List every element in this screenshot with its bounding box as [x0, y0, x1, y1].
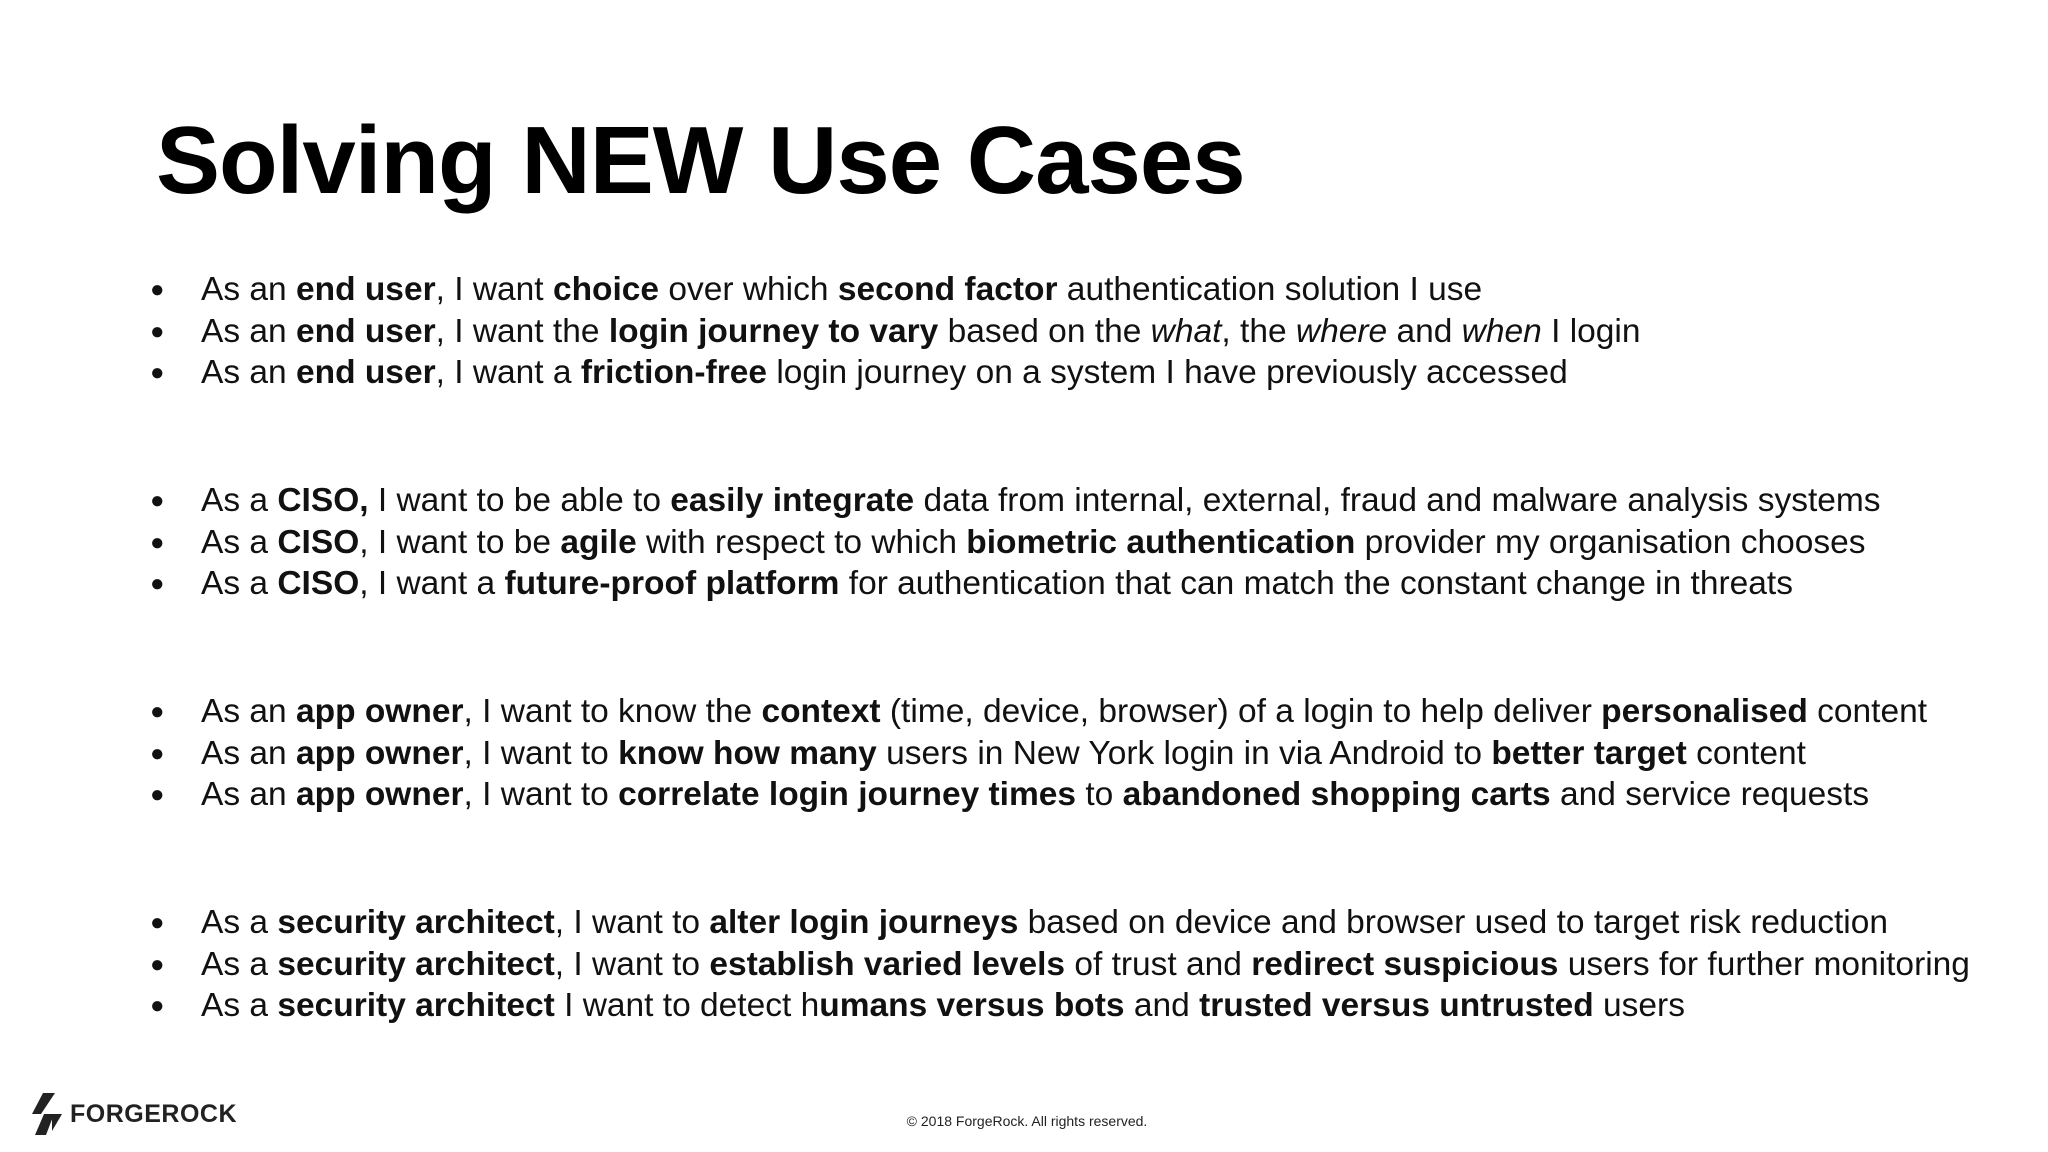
bullet-icon: ●	[150, 570, 165, 597]
emphasis-text: CISO	[277, 523, 360, 561]
logo-wordmark: FORGEROCK	[70, 1099, 237, 1128]
body-text: users for further monitoring	[1558, 945, 1970, 983]
body-text: , I want to know the	[463, 693, 762, 730]
list-item-text	[201, 354, 1568, 391]
italic-text: where	[1295, 312, 1388, 350]
bullet-icon: ●	[150, 698, 165, 725]
body-text: As an	[201, 312, 296, 350]
bullet-icon: ●	[150, 909, 165, 936]
body-text: As an	[201, 776, 296, 813]
list-item-text	[201, 987, 1685, 1024]
emphasis-text: personalised	[1601, 693, 1808, 730]
emphasis-text: security architect	[277, 945, 555, 983]
body-text: based on the	[938, 312, 1151, 350]
list-item-text	[201, 524, 1866, 561]
list-item	[143, 563, 2023, 605]
emphasis-text: security architect	[277, 904, 555, 941]
copyright-notice: © 2018 ForgeRock. All rights reserved.	[906, 1113, 1148, 1129]
body-text: As an	[201, 693, 296, 730]
body-text: , I want to	[463, 776, 619, 813]
list-item	[143, 352, 2023, 394]
bullet-icon: ●	[150, 739, 165, 767]
emphasis-text: CISO	[277, 565, 360, 602]
emphasis-text: correlate login journey times	[618, 776, 1077, 813]
body-text: of trust and	[1065, 945, 1252, 983]
list-item	[143, 902, 2023, 944]
emphasis-text: end user	[295, 312, 436, 350]
list-item-text	[201, 904, 1888, 941]
body-text: users in New York login in via Android to	[876, 734, 1492, 772]
emphasis-text: end user	[295, 271, 436, 308]
emphasis-text: establish varied levels	[709, 945, 1066, 983]
body-text: , I want to	[463, 734, 619, 772]
emphasis-text: app owner	[295, 693, 464, 730]
emphasis-text: friction-free	[580, 354, 768, 391]
body-text: and service requests	[1550, 776, 1870, 813]
bullet-icon: ●	[150, 781, 165, 808]
body-text: , I want to	[554, 945, 710, 983]
body-text: As a	[201, 523, 278, 561]
body-text: As an	[201, 271, 296, 308]
body-text: content	[1686, 734, 1806, 772]
body-text: As a	[201, 482, 278, 519]
emphasis-text: redirect suspicious	[1251, 945, 1559, 983]
list-item-text	[201, 776, 1869, 813]
body-text: I want to be able to	[368, 482, 671, 519]
emphasis-text: app owner	[295, 734, 464, 772]
list-item	[143, 733, 2023, 775]
emphasis-text: umans versus bots	[819, 987, 1125, 1024]
body-text: As an	[201, 354, 296, 391]
italic-text: when	[1461, 312, 1542, 350]
body-text: As an	[201, 734, 296, 772]
list-item	[143, 774, 2023, 816]
list-item	[143, 944, 2023, 986]
body-text: I login	[1541, 312, 1641, 350]
emphasis-text: CISO,	[277, 482, 369, 519]
bullet-icon: ●	[150, 528, 165, 556]
italic-text: what	[1150, 312, 1222, 350]
body-text: , the	[1221, 312, 1296, 350]
emphasis-text: choice	[552, 271, 660, 308]
list-item	[143, 480, 2023, 522]
body-text: content	[1807, 693, 1928, 730]
body-text: over which	[659, 271, 838, 308]
emphasis-text: future-proof platform	[504, 565, 840, 602]
page-title: Solving NEW Use Cases	[156, 107, 1245, 214]
body-text: authentication solution I use	[1057, 271, 1483, 308]
bullet-icon: ●	[150, 276, 165, 303]
body-text: I want to detect h	[554, 987, 820, 1024]
emphasis-text: end user	[295, 354, 436, 391]
list-item-text	[201, 946, 1970, 983]
body-text: , I want a	[359, 565, 505, 602]
body-text: As a	[201, 904, 278, 941]
body-text: data from internal, external, fraud and malware analysis systems	[914, 482, 1881, 519]
emphasis-text: easily integrate	[670, 482, 915, 519]
bullet-icon: ●	[150, 317, 165, 345]
body-text: (time, device, browser) of a login to help deliver	[880, 693, 1602, 730]
body-text: with respect to which	[636, 523, 967, 561]
body-text: , I want the	[435, 312, 609, 350]
body-text: , I want	[435, 271, 553, 308]
body-text: and	[1387, 312, 1462, 350]
emphasis-text: agile	[560, 523, 637, 561]
list-item-text	[201, 482, 1881, 519]
bullet-icon: ●	[150, 950, 165, 978]
list-item-text	[201, 565, 1793, 602]
emphasis-text: login journey to vary	[608, 312, 939, 350]
body-text: As a	[201, 987, 278, 1024]
emphasis-text: trusted versus untrusted	[1199, 987, 1594, 1024]
emphasis-text: second factor	[837, 271, 1058, 308]
bullet-icon: ●	[150, 487, 165, 514]
emphasis-text: better target	[1491, 734, 1687, 772]
body-text: As a	[201, 945, 278, 983]
list-item	[143, 269, 2023, 311]
emphasis-text: know how many	[618, 734, 877, 772]
emphasis-text: security architect	[277, 987, 555, 1024]
body-text: for authentication that can match the constant change in threats	[839, 565, 1793, 602]
bullet-icon: ●	[150, 359, 165, 386]
list-item	[143, 985, 2023, 1027]
list-item-text	[201, 735, 1806, 772]
list-item	[143, 691, 2023, 733]
list-item-text	[201, 313, 1640, 350]
bullet-icon: ●	[150, 992, 165, 1019]
list-item-text	[201, 693, 1927, 730]
list-item	[143, 311, 2023, 353]
emphasis-text: biometric authentication	[966, 523, 1356, 561]
body-text: , I want to be	[359, 523, 561, 561]
use-case-group-ciso	[143, 480, 2023, 605]
body-text: , I want a	[435, 354, 581, 391]
body-text: to	[1076, 776, 1123, 813]
body-text: As a	[201, 565, 278, 602]
emphasis-text: alter login journeys	[709, 904, 1019, 941]
use-case-group-security-architect	[143, 902, 2023, 1027]
body-text: and	[1124, 987, 1200, 1024]
body-text: based on device and browser used to target risk reduction	[1018, 904, 1889, 941]
emphasis-text: context	[761, 693, 881, 730]
body-text: login journey on a system I have previously accessed	[767, 354, 1568, 391]
use-case-group-app-owner	[143, 691, 2023, 816]
body-text: , I want to	[554, 904, 710, 941]
emphasis-text: app owner	[295, 776, 464, 813]
list-item-text	[201, 271, 1482, 308]
body-text: users	[1593, 987, 1685, 1024]
use-case-group-end-user	[143, 269, 2023, 394]
list-item	[143, 522, 2023, 564]
body-text: provider my organisation chooses	[1355, 523, 1866, 561]
emphasis-text: abandoned shopping carts	[1122, 776, 1551, 813]
